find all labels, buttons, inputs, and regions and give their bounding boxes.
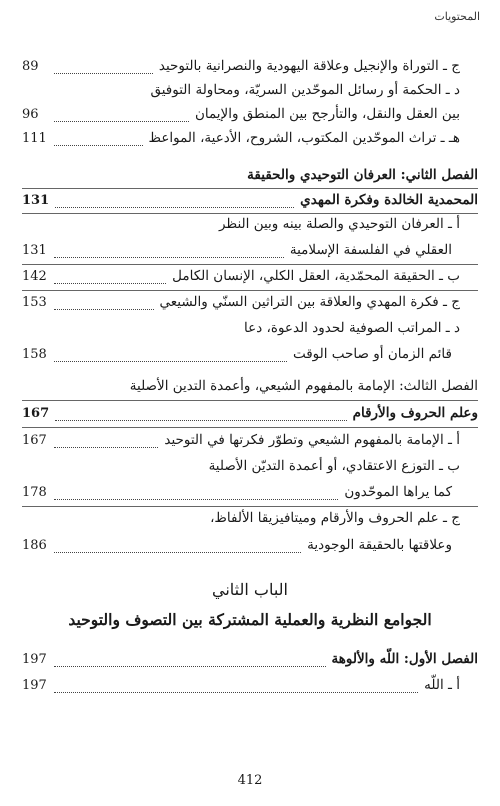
toc-entry-page: 186 [22, 538, 47, 553]
toc-entry-page: 142 [22, 269, 47, 284]
dot-leader [54, 360, 287, 362]
toc-entry [22, 432, 460, 454]
toc-entry-page: 197 [22, 678, 47, 693]
dot-leader [54, 72, 153, 74]
separator-line [22, 290, 478, 291]
toc-entry [22, 82, 460, 104]
toc-entry-page: 197 [22, 652, 47, 667]
chapter-heading [22, 378, 478, 400]
part-subtitle: الجوامع النظرية والعملية المشتركة بين التصوف والتوحيد [68, 610, 432, 629]
chapter-heading [22, 192, 478, 214]
toc-entry [22, 106, 460, 128]
toc-entry-text: كما يراها الموحّدون [344, 484, 452, 500]
separator-line [22, 427, 478, 428]
toc-entry [22, 294, 460, 316]
toc-entry [22, 484, 452, 506]
dot-leader [54, 665, 326, 667]
toc-entry [22, 320, 460, 342]
dot-leader [54, 120, 189, 122]
toc-entry-page: 96 [22, 107, 39, 122]
toc-entry-text: الفصل الأول: اللّه والألوهة [331, 651, 478, 667]
dot-leader [54, 256, 284, 258]
toc-entry-text: أ ـ الإمامة بالمفهوم الشيعي وتطوّر فكرتها في التوحيد [164, 432, 460, 448]
toc-entry-text: قائم الزمان أو صاحب الوقت [292, 346, 452, 362]
toc-entry-page: 178 [22, 485, 47, 500]
toc-entry-page: 167 [22, 406, 50, 421]
separator-line [22, 506, 478, 507]
toc-entry-page: 131 [22, 243, 47, 258]
separator-line [22, 264, 478, 265]
toc-entry [22, 58, 460, 80]
toc-entry-text: هـ ـ تراث الموحّدين المكتوب، الشروح، الأدعية، المواعظ [148, 130, 460, 146]
toc-entry [22, 537, 452, 559]
chapter-heading [22, 405, 478, 427]
toc-entry [22, 216, 460, 238]
toc-entry-text: أ ـ العرفان التوحيدي والصلة بينه وبين النظر [218, 216, 460, 232]
toc-entry-text: المحمدية الخالدة وفكرة المهدي [300, 192, 478, 208]
toc-entry-text: ج ـ التوراة والإنجيل وعلاقة اليهودية والنصرانية بالتوحيد [158, 58, 460, 74]
dot-leader [55, 206, 294, 208]
separator-line [22, 188, 478, 189]
toc-entry-text: وعلاقتها بالحقيقة الوجودية [307, 537, 452, 553]
running-header: المحتويات [434, 10, 480, 23]
dot-leader [54, 498, 338, 500]
toc-entry-text: ج ـ فكرة المهدي والعلاقة بين التراثين السنّي والشيعي [159, 294, 460, 310]
dot-leader [55, 419, 346, 421]
toc-entry [22, 242, 452, 264]
part-title: الباب الثاني [212, 580, 288, 599]
toc-entry [22, 268, 460, 290]
separator-line [22, 400, 478, 401]
chapter-heading [22, 167, 478, 189]
toc-entry-text: ج ـ علم الحروف والأرقام وميتافيزيقا الألفاظ، [210, 510, 460, 526]
toc-entry-page: 153 [22, 295, 47, 310]
toc-entry-text: الفصل الثاني: العرفان التوحيدي والحقيقة [247, 167, 478, 183]
toc-entry [22, 130, 460, 152]
toc-entry-text: د ـ المراتب الصوفية لحدود الدعوة، دعا [244, 320, 460, 336]
toc-entry-text: الفصل الثالث: الإمامة بالمفهوم الشيعي، وأعمدة التدين الأصلية [129, 378, 478, 394]
toc-entry-page: 158 [22, 347, 47, 362]
toc-entry-page: 111 [22, 131, 47, 146]
toc-entry-text: وعلم الحروف والأرقام [352, 405, 478, 421]
toc-entry [22, 677, 460, 699]
toc-entry [22, 346, 452, 368]
toc-entry-page: 89 [22, 59, 39, 74]
toc-entry [22, 510, 460, 532]
dot-leader [54, 282, 166, 284]
toc-entry-text: بين العقل والنقل، والتأرجح بين المنطق والإيمان [194, 106, 460, 122]
toc-entry-text: العقلي في الفلسفة الإسلامية [289, 242, 452, 258]
dot-leader [54, 144, 143, 146]
toc-entry [22, 458, 460, 480]
toc-entry-page: 131 [22, 193, 50, 208]
chapter-heading [22, 651, 478, 673]
dot-leader [54, 551, 301, 553]
toc-entry-text: د ـ الحكمة أو رسائل الموحّدين السريّة، ومحاولة التوفيق [150, 82, 460, 98]
toc-entry-text: ب ـ الحقيقة المحمّدية، العقل الكلي، الإنسان الكامل [172, 268, 460, 284]
dot-leader [54, 691, 418, 693]
dot-leader [54, 446, 158, 448]
toc-entry-text: ب ـ التوزع الاعتقادي، أو أعمدة التديّن الأصلية [208, 458, 460, 474]
separator-line [22, 213, 478, 214]
toc-entry-page: 167 [22, 433, 47, 448]
toc-entry-text: أ ـ اللّه [424, 677, 460, 693]
dot-leader [54, 308, 154, 310]
page-number: 412 [237, 773, 263, 788]
